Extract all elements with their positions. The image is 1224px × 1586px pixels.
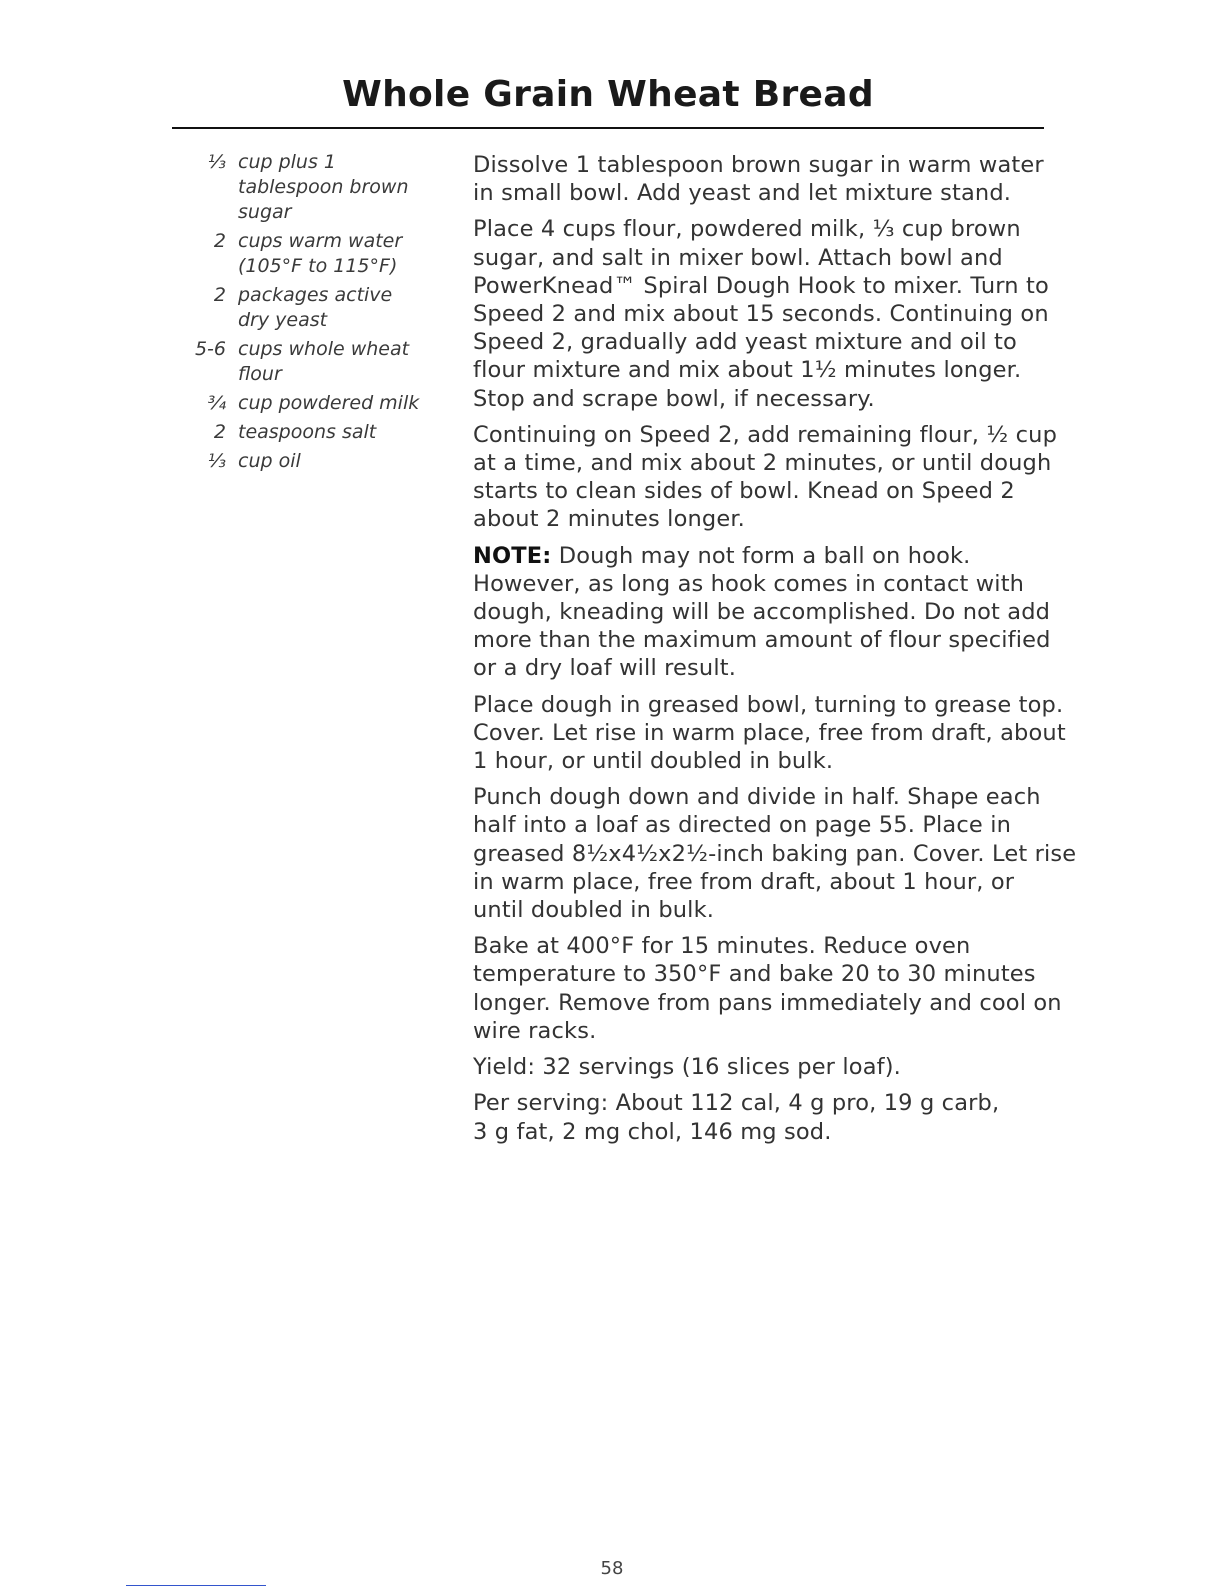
ingredient-item bbox=[180, 391, 450, 416]
step-line: However, as long as hook comes in contact with bbox=[473, 570, 1025, 597]
ingredient-quantity: 2 bbox=[213, 421, 226, 443]
step-line: PowerKnead™ Spiral Dough Hook to mixer. Turn to bbox=[473, 272, 1049, 299]
page-number: 58 bbox=[600, 1558, 624, 1579]
ingredient-item bbox=[180, 420, 450, 445]
ingredient-item bbox=[180, 229, 450, 279]
ingredient-line: sugar bbox=[238, 201, 292, 223]
ingredient-quantity: 2 bbox=[213, 284, 226, 306]
instruction-step bbox=[473, 932, 1062, 1045]
ingredient-line: teaspoons salt bbox=[238, 421, 377, 443]
ingredient-quantity: 5-6 bbox=[194, 338, 226, 360]
step-line: about 2 minutes longer. bbox=[473, 506, 745, 533]
step-line: temperature to 350°F and bake 20 to 30 minutes bbox=[473, 961, 1036, 988]
ingredient-description bbox=[238, 229, 450, 279]
step-line: Place dough in greased bowl, turning to grease top. bbox=[473, 691, 1064, 718]
nutrition-step bbox=[473, 1089, 1053, 1145]
step-line: Speed 2 and mix about 15 seconds. Continuing on bbox=[473, 301, 1049, 328]
note-label: NOTE: bbox=[473, 542, 552, 569]
ingredient-quantity: ¾ bbox=[207, 392, 226, 414]
step-line bbox=[473, 542, 1053, 570]
page-title: Whole Grain Wheat Bread bbox=[342, 74, 874, 115]
note-step bbox=[473, 542, 1053, 683]
step-line: Continuing on Speed 2, add remaining flour, ½ cup bbox=[473, 421, 1058, 448]
ingredient-line: cups warm water bbox=[238, 230, 403, 252]
instruction-step bbox=[473, 421, 1058, 534]
step-line: at a time, and mix about 2 minutes, or until dough bbox=[473, 450, 1052, 477]
instruction-step bbox=[473, 151, 1053, 207]
ingredient-description bbox=[238, 391, 450, 416]
ingredient-line: cup powdered milk bbox=[238, 392, 420, 414]
ingredient-quantity: 2 bbox=[213, 230, 226, 252]
ingredient-description bbox=[238, 449, 450, 474]
step-line: Bake at 400°F for 15 minutes. Reduce oven bbox=[473, 933, 971, 960]
ingredient-item bbox=[180, 449, 450, 474]
ingredient-line: cup oil bbox=[238, 450, 301, 472]
step-line: half into a loaf as directed on page 55. Place in bbox=[473, 812, 1012, 839]
step-line: until doubled in bulk. bbox=[473, 897, 715, 924]
yield-step bbox=[473, 1053, 1053, 1081]
step-line: longer. Remove from pans immediately and cool on bbox=[473, 989, 1062, 1016]
ingredient-quantity: ⅓ bbox=[207, 450, 226, 472]
ingredient-line: packages active bbox=[238, 284, 393, 306]
step-line: 1 hour, or until doubled in bulk. bbox=[473, 748, 834, 775]
instruction-step bbox=[473, 783, 1077, 924]
ingredient-description bbox=[238, 150, 450, 225]
step-line: dough, kneading will be accomplished. Do not add bbox=[473, 599, 1051, 626]
ingredient-item bbox=[180, 150, 450, 225]
step-line: in small bowl. Add yeast and let mixture stand. bbox=[473, 180, 1012, 207]
ingredient-item bbox=[180, 283, 450, 333]
step-line: wire racks. bbox=[473, 1017, 597, 1044]
step-line: Stop and scrape bowl, if necessary. bbox=[473, 385, 875, 412]
step-line: in warm place, free from draft, about 1 hour, or bbox=[473, 868, 1015, 895]
step-line: Cover. Let rise in warm place, free from draft, about bbox=[473, 719, 1066, 746]
instructions bbox=[473, 151, 1077, 1154]
note-text: Dough may not form a ball on hook. bbox=[551, 542, 971, 569]
ingredient-line: (105°F to 115°F) bbox=[238, 255, 398, 277]
ingredient-description bbox=[238, 337, 450, 387]
step-line: greased 8½x4½x2½-inch baking pan. Cover. Let rise bbox=[473, 840, 1077, 867]
step-line: more than the maximum amount of flour specified bbox=[473, 627, 1051, 654]
ingredient-list bbox=[180, 150, 450, 478]
step-line: Per serving: About 112 cal, 4 g pro, 19 g carb, bbox=[473, 1090, 1000, 1117]
ingredient-line: dry yeast bbox=[238, 309, 328, 331]
step-line: flour mixture and mix about 1½ minutes longer. bbox=[473, 357, 1022, 384]
step-line: 3 g fat, 2 mg chol, 146 mg sod. bbox=[473, 1118, 832, 1145]
instruction-step bbox=[473, 691, 1066, 776]
step-line: Yield: 32 servings (16 slices per loaf). bbox=[473, 1054, 901, 1081]
step-line: or a dry loaf will result. bbox=[473, 655, 737, 682]
instruction-step bbox=[473, 215, 1053, 412]
ingredient-line: cups whole wheat bbox=[238, 338, 410, 360]
ingredient-description bbox=[238, 420, 450, 445]
step-line: Place 4 cups flour, powdered milk, ⅓ cup brown bbox=[473, 216, 1021, 243]
ingredient-item bbox=[180, 337, 450, 387]
ingredient-quantity: ⅓ bbox=[207, 151, 226, 173]
step-line: Dissolve 1 tablespoon brown sugar in warm water bbox=[473, 152, 1044, 178]
ingredient-description bbox=[238, 283, 450, 333]
ingredient-line: cup plus 1 bbox=[238, 151, 336, 173]
step-line: sugar, and salt in mixer bowl. Attach bowl and bbox=[473, 244, 1003, 271]
ingredient-line: flour bbox=[238, 363, 282, 385]
title-divider bbox=[172, 127, 1044, 129]
step-line: Punch dough down and divide in half. Shape each bbox=[473, 784, 1041, 811]
ingredient-line: tablespoon brown bbox=[238, 176, 409, 198]
step-line: Speed 2, gradually add yeast mixture and oil to bbox=[473, 329, 1017, 356]
step-line: starts to clean sides of bowl. Knead on Speed 2 bbox=[473, 478, 1015, 505]
